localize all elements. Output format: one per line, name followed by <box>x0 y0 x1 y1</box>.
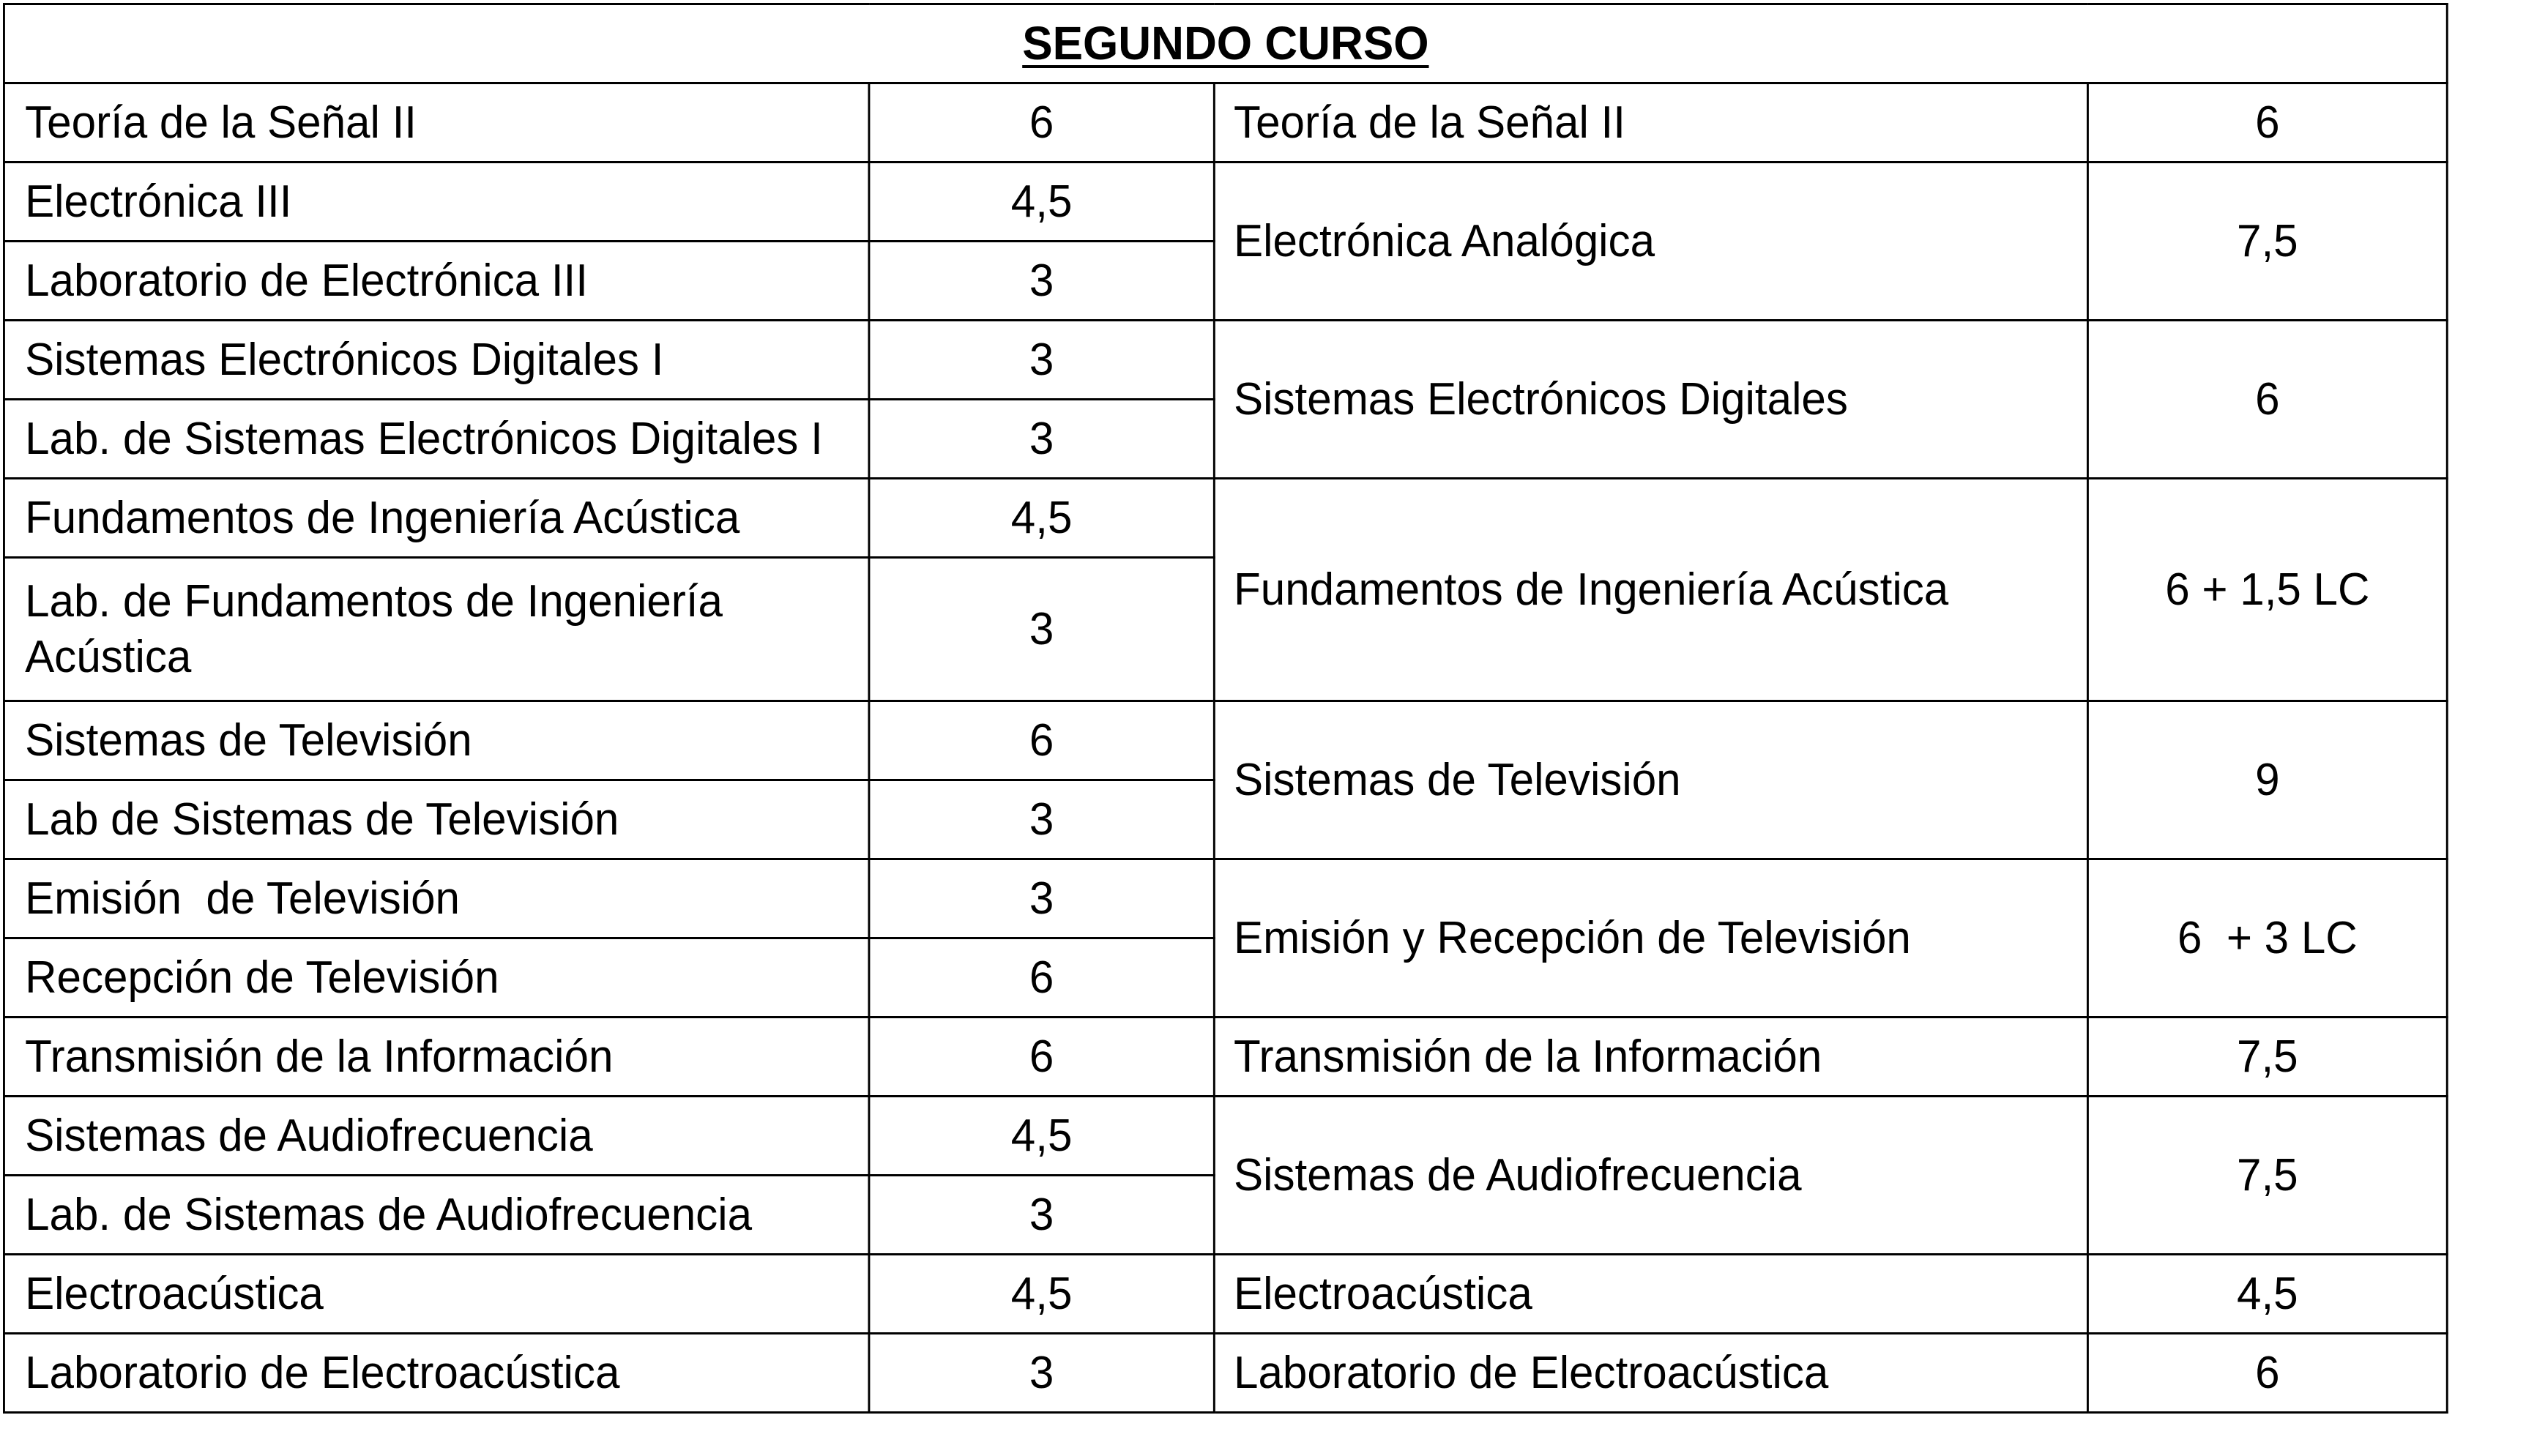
old-credits-cell: 4,5 <box>869 1097 1214 1176</box>
old-subject-cell: Sistemas Electrónicos Digitales I <box>4 321 868 400</box>
new-subject-cell: Sistemas de Televisión <box>1214 701 2087 859</box>
table-row <box>4 1018 2447 1097</box>
table-row <box>4 1097 2447 1176</box>
table-row <box>4 321 2447 400</box>
new-subject-cell: Teoría de la Señal II <box>1214 83 2087 163</box>
old-subject-cell: Electroacústica <box>4 1255 868 1334</box>
table-title: SEGUNDO CURSO <box>4 4 2447 83</box>
new-subject-cell: Electroacústica <box>1214 1255 2087 1334</box>
table-header-row <box>4 4 2447 83</box>
table-row <box>4 859 2447 938</box>
old-subject-cell: Lab. de Sistemas de Audiofrecuencia <box>4 1176 868 1255</box>
table-row <box>4 701 2447 780</box>
course-equivalence-table <box>3 3 2448 1414</box>
old-subject-cell: Transmisión de la Información <box>4 1018 868 1097</box>
old-credits-cell: 3 <box>869 242 1214 321</box>
old-subject-cell: Recepción de Televisión <box>4 938 868 1018</box>
new-subject-cell: Sistemas de Audiofrecuencia <box>1214 1097 2087 1255</box>
new-credits-cell: 7,5 <box>2087 1097 2447 1255</box>
old-credits-cell: 6 <box>869 701 1214 780</box>
new-subject-cell: Transmisión de la Información <box>1214 1018 2087 1097</box>
new-credits-cell: 6 <box>2087 83 2447 163</box>
old-subject-cell: Lab. de Fundamentos de Ingeniería Acústica <box>4 558 868 701</box>
old-credits-cell: 3 <box>869 400 1214 479</box>
old-credits-cell: 3 <box>869 558 1214 701</box>
new-subject-cell: Emisión y Recepción de Televisión <box>1214 859 2087 1018</box>
old-subject-cell: Laboratorio de Electroacústica <box>4 1334 868 1413</box>
old-credits-cell: 3 <box>869 1334 1214 1413</box>
old-subject-cell: Electrónica III <box>4 163 868 242</box>
old-subject-cell: Fundamentos de Ingeniería Acústica <box>4 479 868 558</box>
old-subject-cell: Emisión de Televisión <box>4 859 868 938</box>
old-credits-cell: 3 <box>869 859 1214 938</box>
new-credits-cell: 6 + 3 LC <box>2087 859 2447 1018</box>
old-credits-cell: 6 <box>869 938 1214 1018</box>
old-subject-cell: Lab. de Sistemas Electrónicos Digitales I <box>4 400 868 479</box>
new-credits-cell: 6 <box>2087 321 2447 479</box>
table-row <box>4 163 2447 242</box>
old-credits-cell: 4,5 <box>869 1255 1214 1334</box>
table-row <box>4 1255 2447 1334</box>
old-credits-cell: 4,5 <box>869 479 1214 558</box>
table-row <box>4 479 2447 558</box>
old-subject-cell: Lab de Sistemas de Televisión <box>4 780 868 859</box>
old-credits-cell: 4,5 <box>869 163 1214 242</box>
new-credits-cell: 6 + 1,5 LC <box>2087 479 2447 701</box>
old-subject-cell: Teoría de la Señal II <box>4 83 868 163</box>
old-credits-cell: 3 <box>869 780 1214 859</box>
new-credits-cell: 7,5 <box>2087 163 2447 321</box>
new-credits-cell: 7,5 <box>2087 1018 2447 1097</box>
old-credits-cell: 3 <box>869 321 1214 400</box>
new-subject-cell: Fundamentos de Ingeniería Acústica <box>1214 479 2087 701</box>
old-subject-cell: Laboratorio de Electrónica III <box>4 242 868 321</box>
new-credits-cell: 6 <box>2087 1334 2447 1413</box>
table-row <box>4 83 2447 163</box>
table-row <box>4 1334 2447 1413</box>
old-credits-cell: 6 <box>869 1018 1214 1097</box>
new-subject-cell: Electrónica Analógica <box>1214 163 2087 321</box>
old-subject-cell: Sistemas de Audiofrecuencia <box>4 1097 868 1176</box>
new-subject-cell: Sistemas Electrónicos Digitales <box>1214 321 2087 479</box>
new-subject-cell: Laboratorio de Electroacústica <box>1214 1334 2087 1413</box>
new-credits-cell: 9 <box>2087 701 2447 859</box>
old-subject-cell: Sistemas de Televisión <box>4 701 868 780</box>
old-credits-cell: 3 <box>869 1176 1214 1255</box>
new-credits-cell: 4,5 <box>2087 1255 2447 1334</box>
old-credits-cell: 6 <box>869 83 1214 163</box>
